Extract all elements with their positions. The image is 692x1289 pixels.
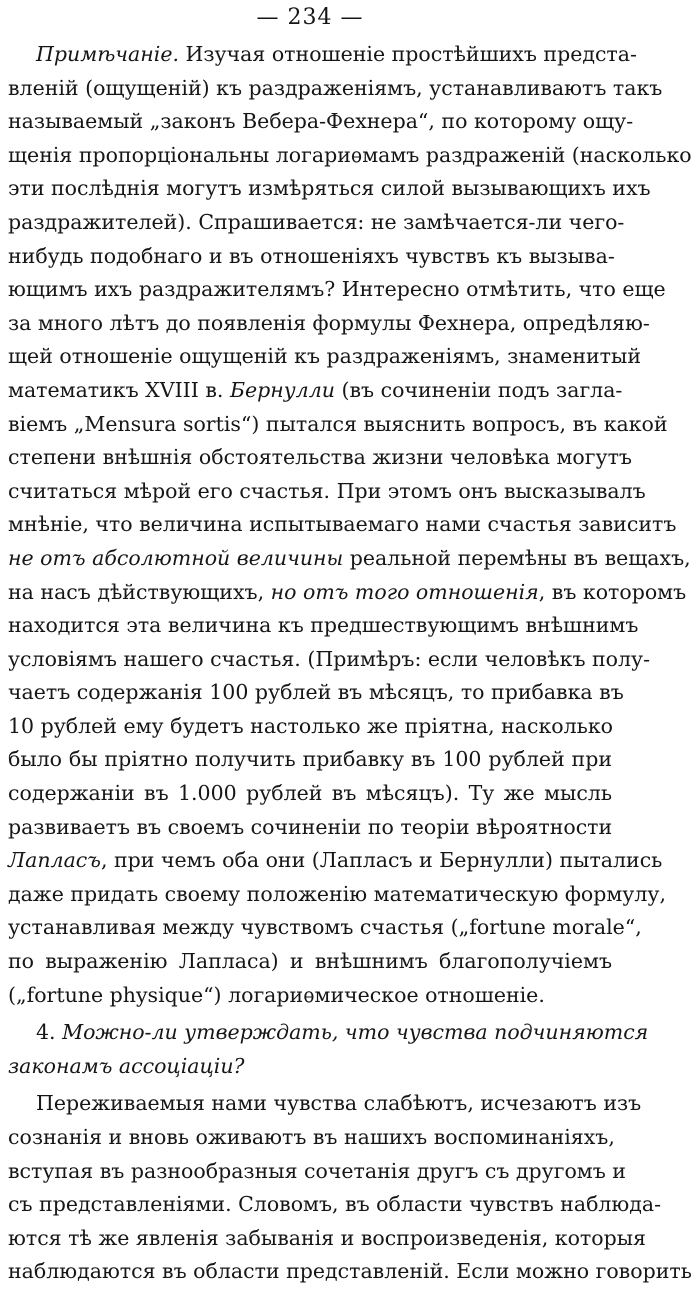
text-line [8,945,612,979]
text-line [8,979,612,1013]
text-line [8,1222,646,1256]
paragraph-note [8,38,692,1012]
text-line [8,676,624,710]
text-run: Переживаемыя нами чувства слабѣютъ, исчезаютъ изъ [36,1091,642,1116]
text-run: устанавливая между чувствомъ счастья („fortune morale“, [8,915,642,940]
text-line [8,1155,626,1189]
text-line [8,172,651,206]
text-line [8,72,663,106]
text-line [8,475,646,509]
italic-text: законамъ ассоціаціи? [8,1053,245,1078]
italic-text: не отъ абсолютной величины [8,545,344,570]
page-number: — 234 — [256,5,364,30]
text-line [8,609,639,643]
text-line [8,273,666,307]
text-line [8,1188,662,1222]
text-run: содержаніи въ 1.000 рублей въ мѣсяцъ). Ту же мысль [8,781,612,806]
text-run: называемый „законъ Вебера-Фехнера“, по которому ощу- [8,109,634,134]
text-line [8,576,687,610]
text-run: щей отношеніе ощущеній къ раздраженіямъ, знаменитый [8,344,641,369]
text-run: за много лѣтъ до появленія формулы Фехнера, опредѣляю- [8,310,650,335]
text-line [8,374,623,408]
text-line [8,643,651,677]
text-line [8,139,692,173]
paragraph-body [8,1087,692,1289]
text-line [8,911,642,945]
text-line [8,1087,642,1121]
text-run: раздражителей). Спрашивается: не замѣчается-ли чего- [8,209,625,234]
text-run: (въ сочиненіи подъ загла- [335,377,623,402]
text-line [8,844,663,878]
text-line [8,441,632,475]
text-line [8,777,612,811]
text-run: наблюдаются въ области представленій. Если можно говорить [8,1259,692,1284]
text-line [8,307,650,341]
text-run: щенія пропорціональны логариѳмамъ раздраженій (насколько [8,142,692,167]
text-run: математикъ XVIII в. [8,377,230,402]
text-run: вленій (ощущеній) къ раздраженіямъ, устанавливаютъ такъ [8,75,663,100]
text-line [8,710,612,744]
text-line [8,1016,649,1050]
text-run: было бы пріятно получить прибавку въ 100 рублей при [8,747,612,772]
text-line [8,743,612,777]
text-line [8,408,668,442]
text-run: 4. [36,1020,63,1045]
italic-text: но отъ того отношенія [270,579,539,604]
text-line [8,38,637,72]
text-line [8,240,615,274]
text-run: считаться мѣрой его счастья. При этомъ онъ высказывалъ [8,478,646,503]
text-line [8,542,691,576]
text-line [8,206,625,240]
italic-text: Бернулли [229,377,335,402]
text-line [8,508,677,542]
text-run: даже придать своему положенію математическую формулу, [8,881,666,906]
section-heading [8,1016,649,1083]
text-line [8,811,612,845]
text-run: сознанія и вновь оживаютъ въ нашихъ воспоминаніяхъ, [8,1125,615,1149]
text-run: чаетъ содержанія 100 рублей въ мѣсяцъ, то прибавка въ [8,680,624,705]
text-line [8,878,666,912]
italic-text: Примѣчаніе. [36,42,179,66]
italic-text: Лапласъ [8,848,101,873]
text-run: ются тѣ же явленія забыванія и воспроизведенія, которыя [8,1225,646,1250]
text-run: ющимъ ихъ раздражителямъ? Интересно отмѣтить, что еще [8,277,666,302]
text-line [8,105,634,139]
text-run: по выраженію Лапласа) и внѣшнимъ благополучіемъ [8,949,612,974]
text-line [8,1121,615,1155]
text-run: находится эта величина къ предшествующимъ внѣшнимъ [8,613,639,638]
text-run: на насъ дѣйствующихъ, [8,579,271,604]
text-run: развиваетъ въ своемъ сочиненіи по теоріи вѣроятности [8,814,613,839]
text-run: вступая въ разнообразныя сочетанія другъ съ другомъ и [8,1158,626,1183]
text-run: эти послѣднія могутъ измѣряться силой вызывающихъ ихъ [8,176,651,201]
text-run: степени внѣшнія обстоятельства жизни человѣка могутъ [8,445,632,470]
text-run: мнѣніе, что величина испытываемаго нами счастья зависитъ [8,512,677,537]
text-run: нибудь подобнаго и въ отношеніяхъ чувствъ къ вызыва- [8,243,615,268]
text-run: реальной перемѣны въ вещахъ, [343,545,691,570]
text-run: („fortune physique“) логариѳмическое отношеніе. [8,982,545,1007]
text-run: условіямъ нашего счастья. (Примѣръ: если человѣкъ полу- [8,646,651,671]
text-line [8,340,641,374]
text-run: віемъ „Mensura sortis“) пытался выяснить вопросъ, въ какой [8,411,668,436]
text-run: , въ которомъ [538,579,687,604]
text-line [8,1050,612,1084]
italic-text: Можно-ли утверждать, что чувства подчиняются [62,1020,649,1045]
text-run: , при чемъ оба они (Лапласъ и Бернулли) пытались [100,848,663,873]
text-run: Изучая отношеніе простѣйшихъ предста- [178,42,637,66]
text-run: 10 рублей ему будетъ настолько же пріятна, насколько [8,713,613,738]
text-line [8,1255,692,1289]
text-run: съ представленіями. Словомъ, въ области чувствъ наблюда- [8,1192,662,1217]
